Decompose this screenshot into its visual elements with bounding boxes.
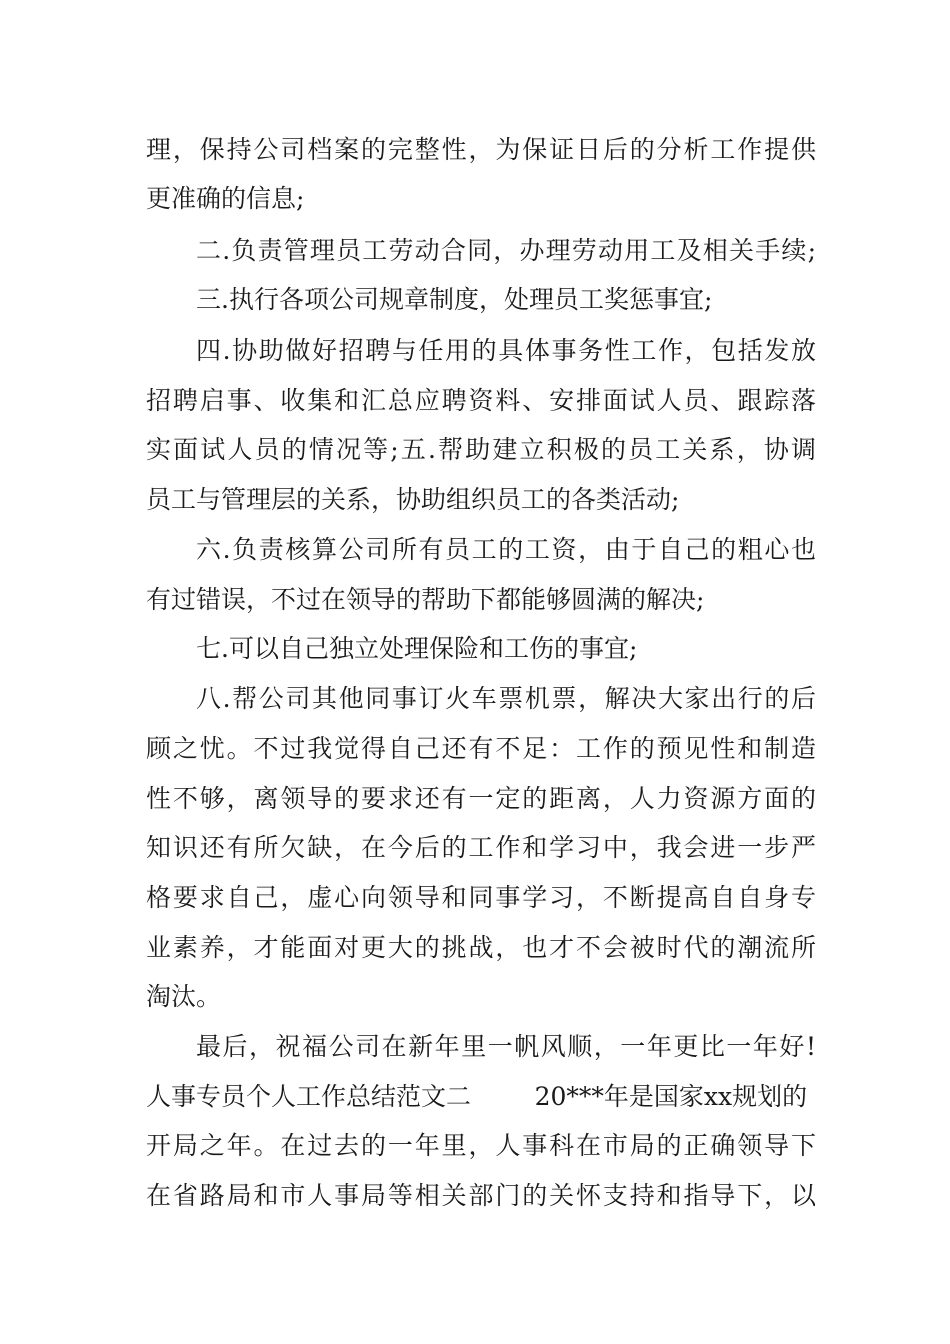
text-line: 在省路局和市人事局等相关部门的关怀支持和指导下，以 bbox=[146, 1181, 816, 1210]
text-line: 知识还有所欠缺，在今后的工作和学习中，我会进一步严 bbox=[146, 833, 816, 862]
text-line: 淘汰。 bbox=[146, 982, 222, 1011]
text-line: 开局之年。在过去的一年里，人事科在市局的正确领导下 bbox=[146, 1131, 816, 1160]
text-line: 顾之忧。不过我觉得自己还有不足：工作的预见性和制造 bbox=[146, 734, 816, 763]
text-line: 格要求自己，虚心向领导和同事学习，不断提高自自身专 bbox=[146, 883, 816, 912]
text-line: 更准确的信息; bbox=[146, 184, 305, 213]
text-line: 四.协助做好招聘与任用的具体事务性工作，包括发放 bbox=[196, 336, 816, 365]
text-line: 业素养，才能面对更大的挑战，也才不会被时代的潮流所 bbox=[146, 933, 816, 962]
text-line: 人事专员个人工作总结范文二 20***年是国家xx规划的 bbox=[146, 1082, 808, 1111]
text-line: 实面试人员的情况等;五.帮助建立积极的员工关系，协调 bbox=[146, 435, 816, 464]
text-line: 三.执行各项公司规章制度，处理员工奖惩事宜; bbox=[196, 285, 713, 314]
text-line: 六.负责核算公司所有员工的工资，由于自己的粗心也 bbox=[196, 535, 816, 564]
text-line: 最后，祝福公司在新年里一帆风顺，一年更比一年好! bbox=[196, 1032, 816, 1061]
text-line: 有过错误，不过在领导的帮助下都能够圆满的解决; bbox=[146, 585, 705, 614]
text-line: 理，保持公司档案的完整性，为保证日后的分析工作提供 bbox=[146, 135, 816, 164]
text-line: 二.负责管理员工劳动合同，办理劳动用工及相关手续; bbox=[196, 236, 816, 265]
text-line: 性不够，离领导的要求还有一定的距离，人力资源方面的 bbox=[146, 784, 816, 813]
text-line: 七.可以自己独立处理保险和工伤的事宜; bbox=[196, 634, 638, 663]
text-line: 员工与管理层的关系，协助组织员工的各类活动; bbox=[146, 485, 680, 514]
text-line: 招聘启事、收集和汇总应聘资料、安排面试人员、跟踪落 bbox=[146, 386, 816, 415]
text-line: 八.帮公司其他同事订火车票机票，解决大家出行的后 bbox=[196, 684, 816, 713]
